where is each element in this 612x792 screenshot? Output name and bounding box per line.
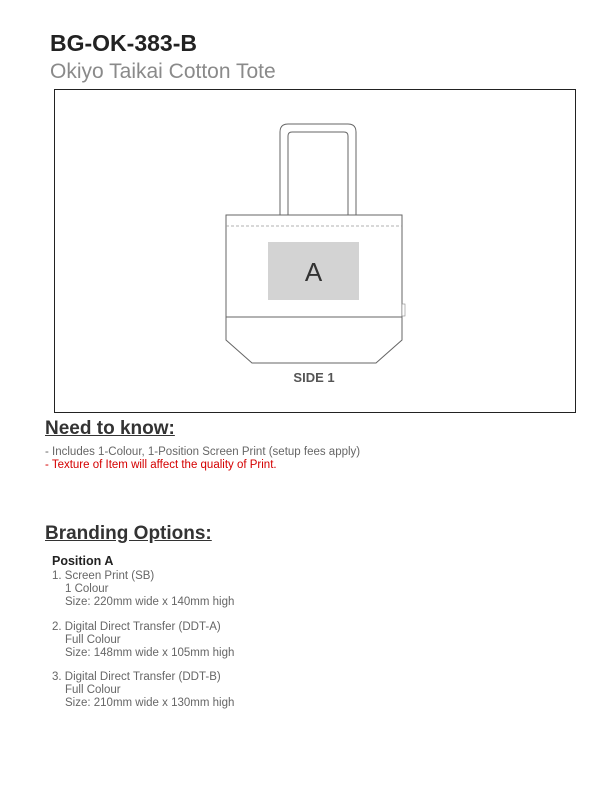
product-name: Okiyo Taikai Cotton Tote [50,60,276,83]
branding-option [52,671,234,710]
branding-options-heading: Branding Options: [45,523,212,544]
need-to-know-heading: Need to know: [45,418,175,439]
option-detail: 1 Colour [65,583,109,595]
branding-option [52,570,234,609]
option-detail: Full Colour [65,684,121,696]
bag-side-tag [402,304,405,316]
note-texture-warning: - Texture of Item will affect the quality of Print. [45,459,277,471]
option-title: 3. Digital Direct Transfer (DDT-B) [52,671,221,683]
print-area-label: A [304,257,323,287]
side-label: SIDE 1 [293,370,335,385]
option-detail: Full Colour [65,634,121,646]
note-print-included: - Includes 1-Colour, 1-Position Screen Print (setup fees apply) [45,446,361,458]
product-diagram [54,89,576,413]
option-title: 1. Screen Print (SB) [52,570,155,582]
option-title: 2. Digital Direct Transfer (DDT-A) [52,621,221,633]
branding-option [52,621,234,660]
tote-bag-illustration [55,90,575,412]
option-size: Size: 210mm wide x 130mm high [65,697,235,709]
option-size: Size: 148mm wide x 105mm high [65,647,235,659]
bag-handle-inner [288,132,348,224]
position-title: Position A [52,554,114,568]
bag-handle-outer [280,124,356,224]
product-code: BG-OK-383-B [50,30,197,56]
option-size: Size: 220mm wide x 140mm high [65,596,235,608]
